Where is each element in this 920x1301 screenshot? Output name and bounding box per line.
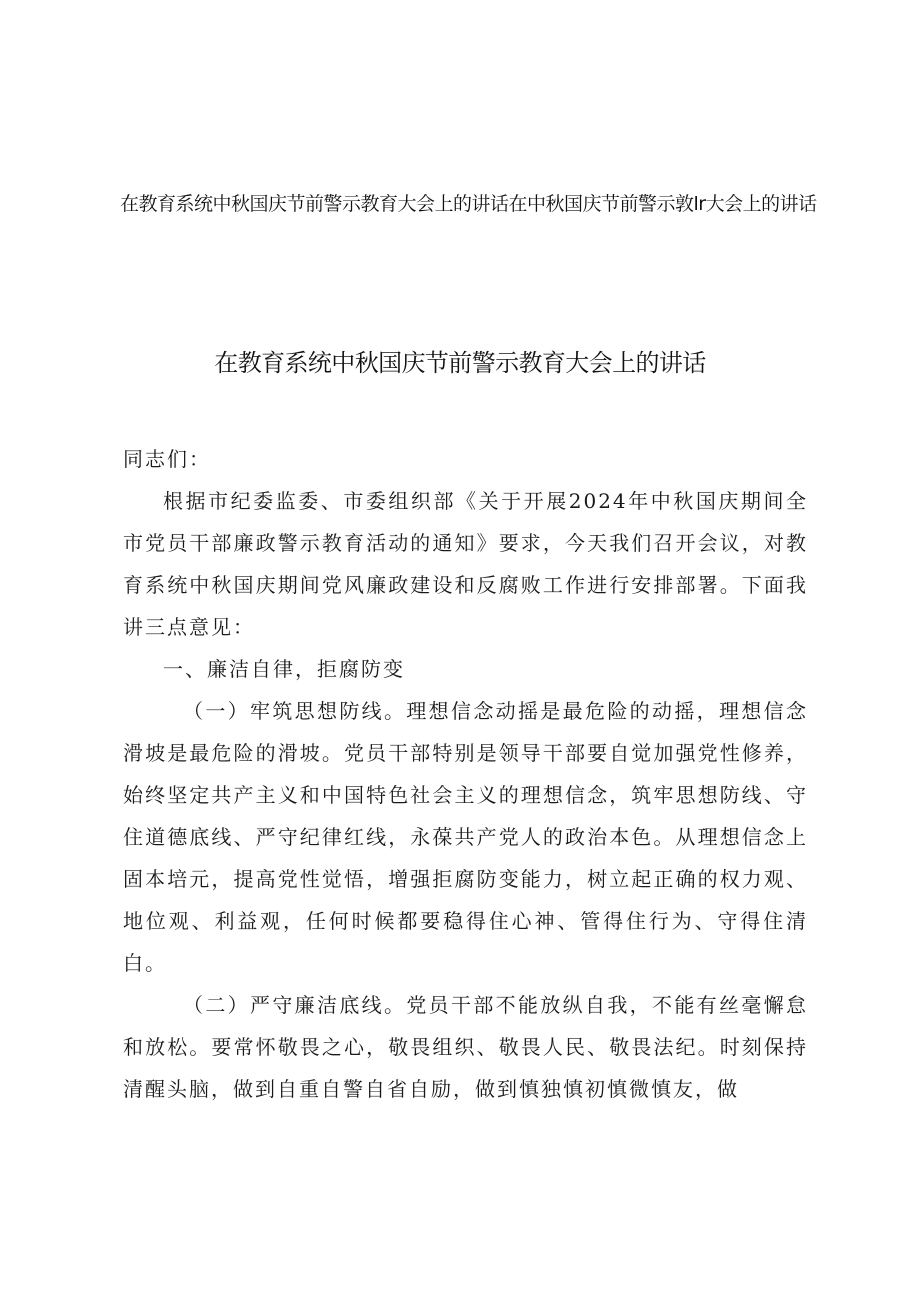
paragraph-2: （二）严守廉洁底线。党员干部不能放纵自我，不能有丝毫懈怠和放松。要常怀敬畏之心，敬畏组织、敬畏人民、敬畏法纪。时刻保持清醒头脑，做到自重自警自省自励，做到慎独慎初慎微慎友，做 [123,993,808,1101]
salutation: 同志们： [123,447,211,471]
document-body [123,438,808,1110]
intro-paragraph: 根据市纪委监委、市委组织部《关于开展2024年中秋国庆期间全市党员干部廉政警示教育活动的通知》要求，今天我们召开会议，对教育系统中秋国庆期间党风廉政建设和反腐败工作进行安排部署。下面我讲三点意见： [123,489,808,639]
paragraph-1: （一）牢筑思想防线。理想信念动摇是最危险的动摇，理想信念滑坡是最危险的滑坡。党员干部特别是领导干部要自觉加强党性修养，始终坚定共产主义和中国特色社会主义的理想信念，筑牢思想防线、守住道德底线、严守纪律红线，永葆共产党人的政治本色。从理想信念上固本培元，提高党性觉悟，增强拒腐防变能力，树立起正确的权力观、地位观、利益观，任何时候都要稳得住心神、管得住行为、守得住清白。 [123,699,808,975]
section-heading: 一、廉洁自律，拒腐防变 [163,657,405,681]
file-title: 在教育系统中秋国庆节前警示教育大会上的讲话在中秋国庆节前警示敦lr大会上的讲话 [120,193,817,215]
document-title: 在教育系统中秋国庆节前警示教育大会上的讲话 [214,349,706,377]
